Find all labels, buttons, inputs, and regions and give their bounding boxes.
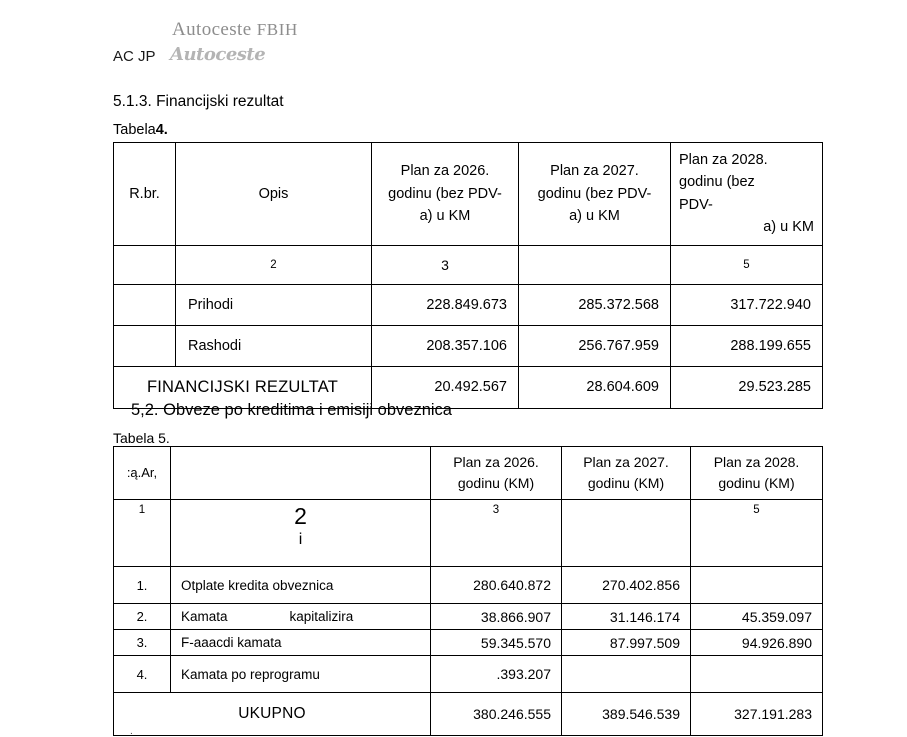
- cell-opis: [171, 567, 431, 604]
- cell-opis: [171, 604, 431, 630]
- header-2027-line2: godinu (bez PDV-: [537, 185, 652, 202]
- header-2026-line2: godinu (KM): [457, 475, 535, 491]
- colnum-opis-sub: i: [298, 531, 303, 549]
- cell-2028: [691, 656, 823, 693]
- table-header-row: [114, 447, 823, 500]
- header-2027-line2: godinu (KM): [587, 475, 665, 491]
- cell-2028: 317.722.940: [671, 284, 823, 325]
- total-2027: 28.604.609: [519, 366, 671, 408]
- colnum-opis-big: 2: [294, 503, 307, 529]
- cell-rbr: 2.: [114, 604, 171, 630]
- cell-rbr: 4.: [114, 656, 171, 693]
- section-heading-obligations: 5,2. Obveze po kreditima i emisiji obveznica: [131, 401, 452, 419]
- header-2027-line3: a) u KM: [569, 208, 620, 225]
- table-row: [114, 630, 823, 656]
- table-row: [114, 567, 823, 604]
- cell-opis-text: F-aaacdi kamata: [181, 635, 282, 650]
- cell-opis: Prihodi: [176, 284, 372, 325]
- table-column-number-row: [114, 245, 823, 284]
- cell-2026: 280.640.872: [431, 567, 562, 604]
- table-row: [114, 325, 823, 366]
- total-2027: 389.546.539: [562, 693, 691, 736]
- colnum-2026: 3: [372, 245, 519, 284]
- header-cell-plan-2027: [519, 143, 671, 246]
- colnum-opis: [171, 500, 431, 567]
- cell-opis-extra: kapitalizira: [289, 609, 354, 624]
- header-cell-rbr: R.br.: [114, 143, 176, 246]
- total-label: UKUPNO: [114, 693, 431, 736]
- cell-opis-text: Kamata po reprogramu: [181, 666, 320, 682]
- colnum-rbr: [114, 245, 176, 284]
- cell-2027: 285.372.568: [519, 284, 671, 325]
- total-2028: 327.191.283: [691, 693, 823, 736]
- table-row: [114, 604, 823, 630]
- cell-2026: .393.207: [431, 656, 562, 693]
- table-4-caption-prefix: Tabela: [113, 122, 156, 138]
- header-cell-plan-2026: [431, 447, 562, 500]
- header-cell-plan-2026: [372, 143, 519, 246]
- colnum-2027: [562, 500, 691, 567]
- header-2026-line3: a) u KM: [419, 208, 471, 225]
- table-4-caption-number: 4.: [155, 122, 168, 138]
- cell-2028: [691, 567, 823, 604]
- cell-2026: 59.345.570: [431, 630, 562, 656]
- cell-opis: Rashodi: [176, 325, 372, 366]
- cell-2026: 38.866.907: [431, 604, 562, 630]
- table-5-caption: Tabela 5.: [113, 430, 170, 446]
- company-prefix-text: AC JP: [113, 48, 156, 65]
- header-2028-line4: a) u KM: [763, 219, 814, 236]
- colnum-2026: 3: [431, 500, 562, 567]
- cell-opis: [171, 656, 431, 693]
- total-2026: 380.246.555: [431, 693, 562, 736]
- cell-2027: 256.767.959: [519, 325, 671, 366]
- header-cell-plan-2028: [691, 447, 823, 500]
- header-2026-line1: Plan za 2026.: [400, 163, 490, 180]
- table-row: [114, 284, 823, 325]
- cell-rbr: 3.: [114, 630, 171, 656]
- cell-2028: 94.926.890: [691, 630, 823, 656]
- header-2026-line2: godinu (bez PDV-: [388, 185, 502, 202]
- header-2027-line1: Plan za 2027.: [550, 163, 639, 180]
- header-2028-line2: godinu (KM): [718, 475, 795, 491]
- header-cell-plan-2027: [562, 447, 691, 500]
- cell-opis: [171, 630, 431, 656]
- financial-result-table: [113, 142, 823, 409]
- table-row: [114, 656, 823, 693]
- cell-opis-text: Kamata: [181, 609, 228, 624]
- cell-2028: 288.199.655: [671, 325, 823, 366]
- colnum-2027: [519, 245, 671, 284]
- header-2028-line3: PDV-: [679, 196, 713, 213]
- document-header: [0, 0, 907, 88]
- table-header-row: [114, 143, 823, 246]
- header-cell-opis: [171, 447, 431, 500]
- logo-script-mark: Autoceste: [170, 44, 266, 65]
- cell-2026: 208.357.106: [372, 325, 519, 366]
- cell-2026: 228.849.673: [372, 284, 519, 325]
- header-2028-line2: godinu (bez: [679, 174, 755, 191]
- header-cell-rbr: :ą.Ar,: [114, 447, 171, 500]
- colnum-rbr: 1: [114, 500, 171, 567]
- table-4-caption: [113, 122, 168, 138]
- cell-2027: 31.146.174: [562, 604, 691, 630]
- colnum-opis: 2: [176, 245, 372, 284]
- cell-rbr: 1.: [114, 567, 171, 604]
- company-logo-text: [172, 19, 298, 41]
- cell-2027: 270.402.856: [562, 567, 691, 604]
- colnum-2028: 5: [691, 500, 823, 567]
- header-2027-line1: Plan za 2027.: [583, 454, 669, 470]
- header-2028-line1: Plan za 2028.: [679, 152, 768, 168]
- header-2026-line1: Plan za 2026.: [453, 454, 539, 470]
- section-heading-financial-result: 5.1.3. Financijski rezultat: [113, 93, 284, 110]
- total-label: FINANCIJSKI REZULTAT: [114, 366, 372, 408]
- obligations-table: [113, 446, 823, 736]
- logo-main-text: Autoceste: [172, 19, 252, 40]
- cell-2027: [562, 656, 691, 693]
- page-footer-mark: .: [130, 726, 133, 737]
- cell-rbr: [114, 325, 176, 366]
- total-2028: 29.523.285: [671, 366, 823, 408]
- cell-opis-text: Otplate kredita obveznica: [181, 577, 334, 593]
- logo-fbih-text: FBIH: [256, 20, 298, 39]
- cell-rbr: [114, 284, 176, 325]
- cell-2027: 87.997.509: [562, 630, 691, 656]
- total-2026: 20.492.567: [372, 366, 519, 408]
- table-total-row: [114, 693, 823, 736]
- table-column-number-row: [114, 500, 823, 567]
- header-cell-plan-2028: [671, 143, 823, 246]
- cell-2028: 45.359.097: [691, 604, 823, 630]
- header-2028-line1: Plan za 2028.: [713, 454, 800, 470]
- colnum-2028: 5: [671, 245, 823, 284]
- header-cell-opis: Opis: [176, 143, 372, 246]
